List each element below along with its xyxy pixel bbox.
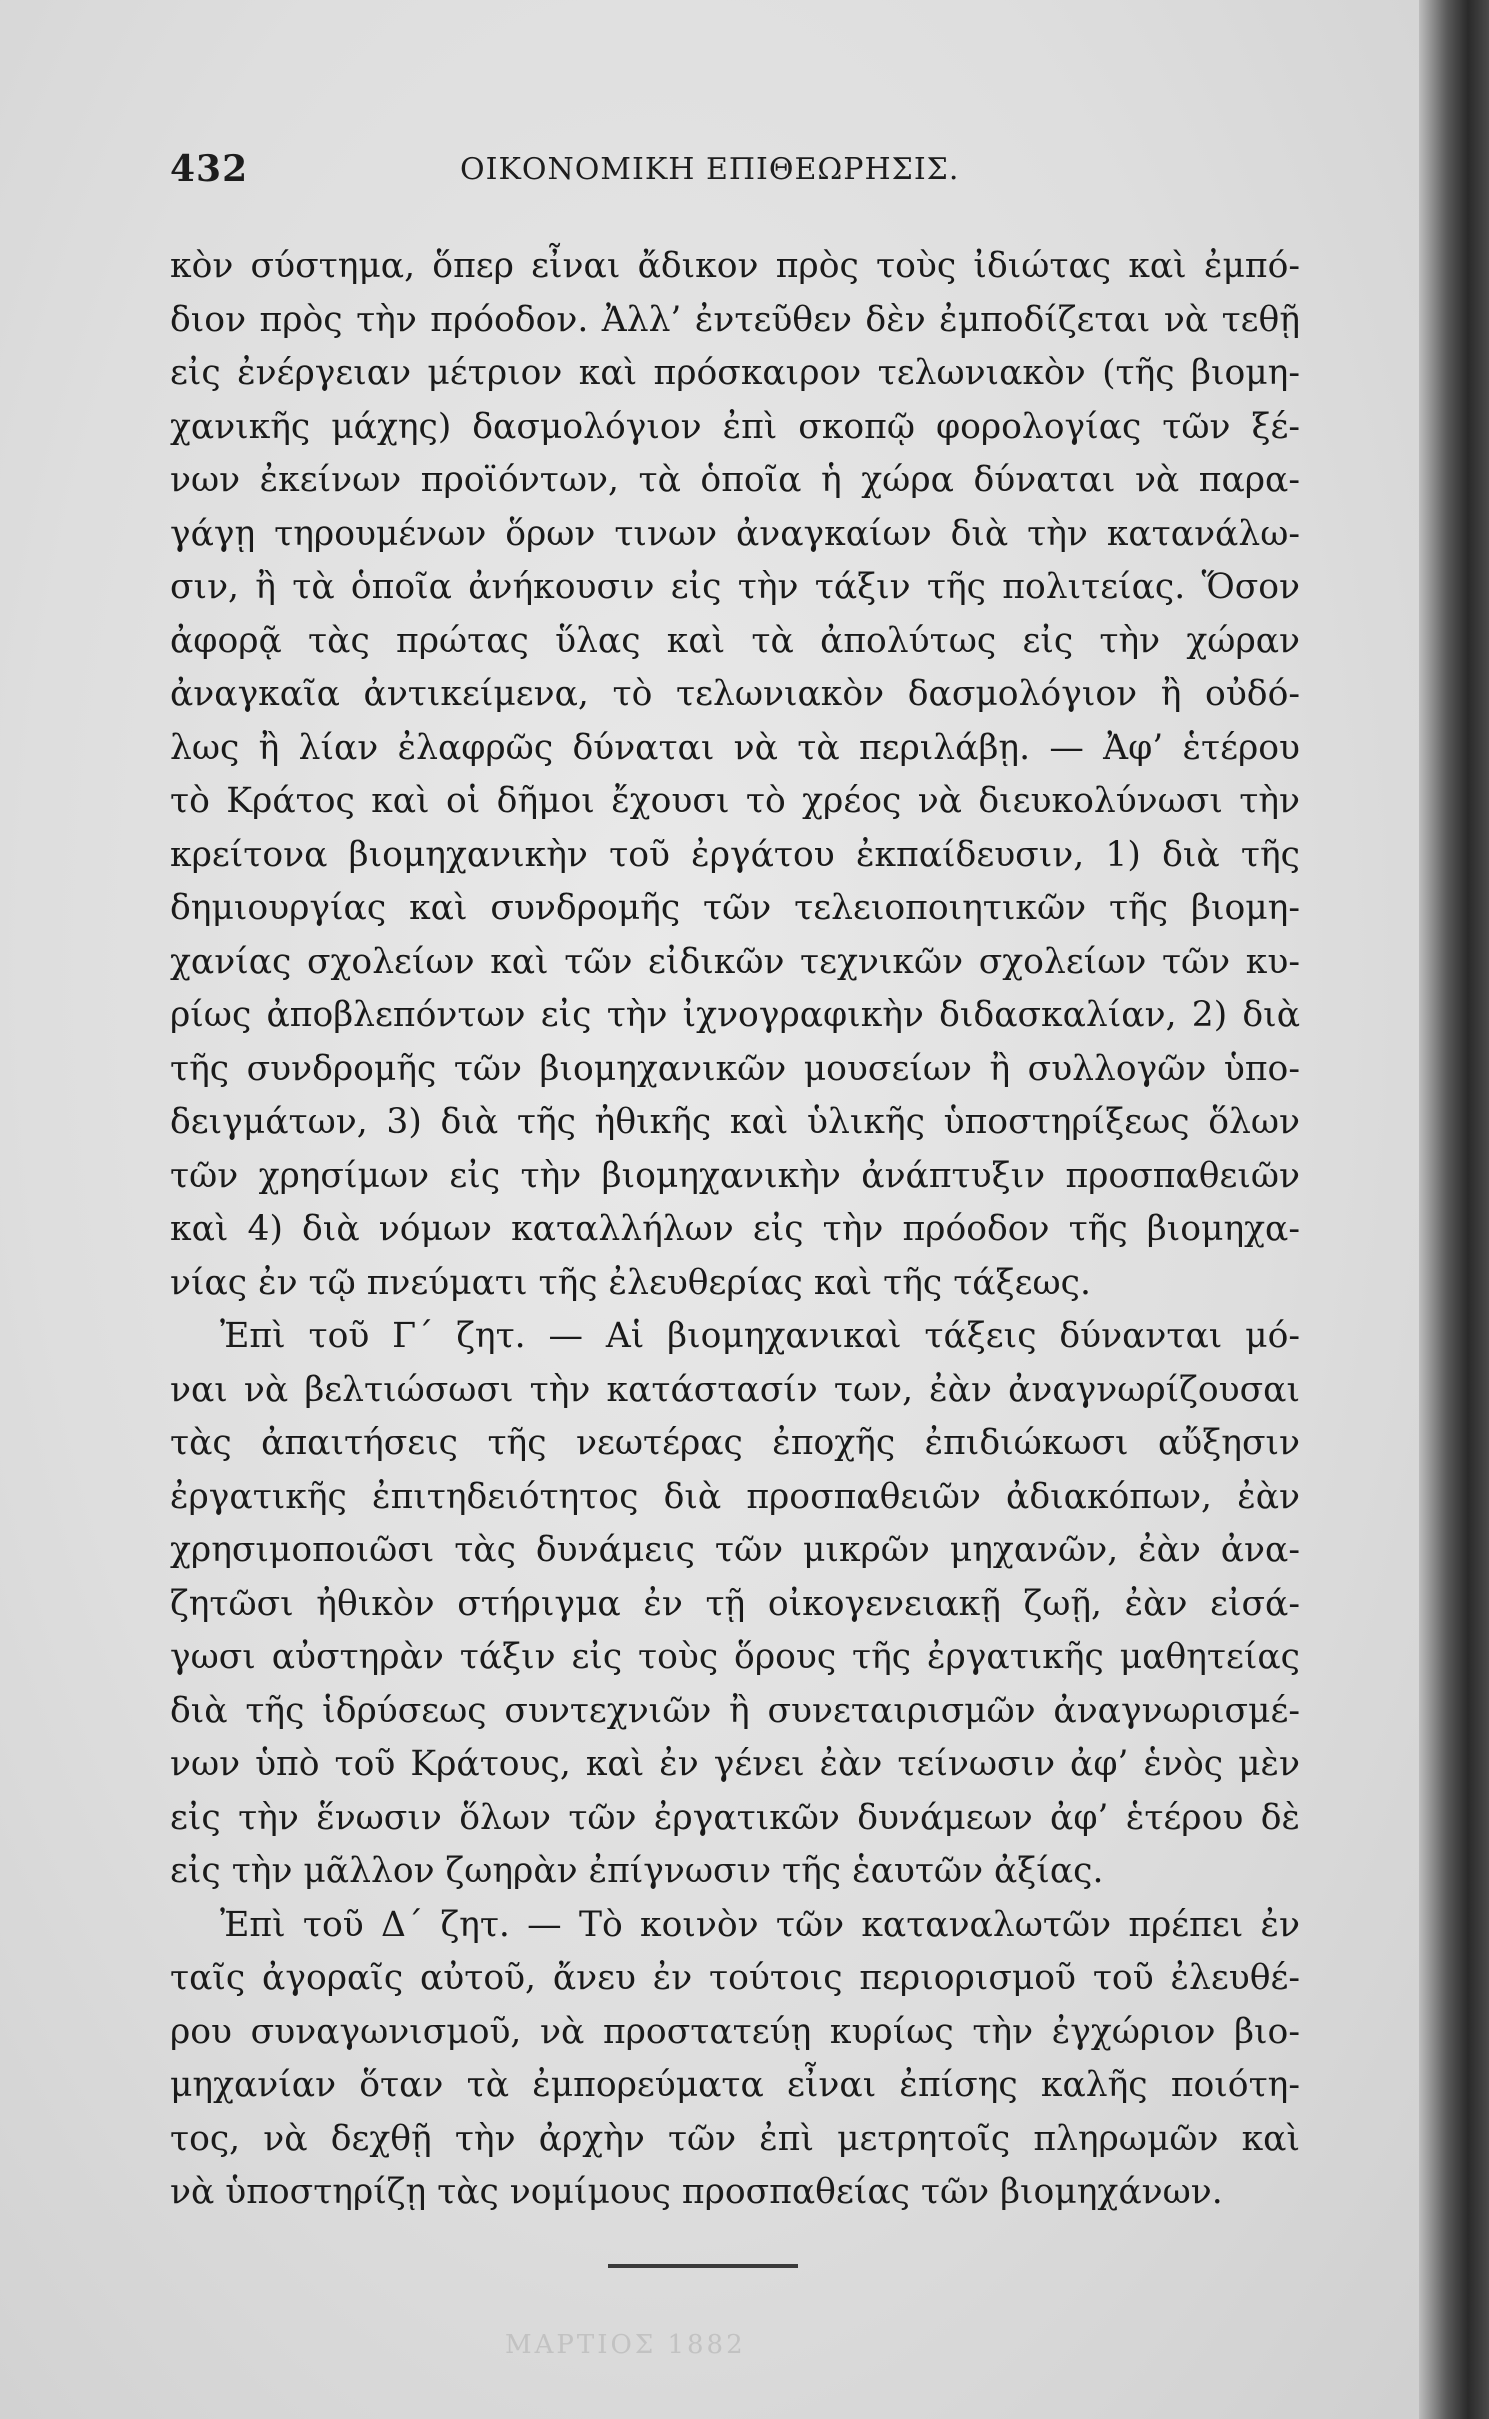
text-line: τῶν χρησίμων εἰς τὴν βιομηχανικὴν ἀνάπτυξιν προσπαθειῶν (170, 1155, 1300, 1196)
text-line: τος, νὰ δεχθῇ τὴν ἀρχὴν τῶν ἐπὶ μετρητοῖς πληρωμῶν καὶ (170, 2118, 1300, 2159)
text-line: τὰς ἀπαιτήσεις τῆς νεωτέρας ἐποχῆς ἐπιδιώκωσι αὔξησιν (170, 1423, 1300, 1463)
text-line: ζητῶσι ἠθικὸν στήριγμα ἐν τῇ οἰκογενειακῇ ζωῇ, ἐὰν εἰσά- (170, 1583, 1300, 1624)
text-line: χανίας σχολείων καὶ τῶν εἰδικῶν τεχνικῶν σχολείων τῶν κυ- (170, 941, 1300, 982)
text-line: ἀφορᾷ τὰς πρώτας ὕλας καὶ τὰ ἀπολύτως εἰς τὴν χώραν (170, 620, 1300, 661)
text-line: νὰ ὑποστηρίζῃ τὰς νομίμους προσπαθείας τῶν βιομηχάνων. (170, 2172, 1223, 2212)
bleed-through-text: ΜΑΡΤΙΟΣ 1882 (505, 2330, 746, 2360)
text-line: ρου συναγωνισμοῦ, νὰ προστατεύῃ κυρίως τὴν ἐγχώριον βιο- (170, 2011, 1300, 2052)
text-line: τῆς συνδρομῆς τῶν βιομηχανικῶν μουσείων ἢ συλλογῶν ὑπο- (170, 1048, 1300, 1089)
text-line: τὸ Κράτος καὶ οἱ δῆμοι ἔχουσι τὸ χρέος νὰ διευκολύνωσι τὴν (170, 781, 1300, 821)
text-line: γάγῃ τηρουμένων ὅρων τινων ἀναγκαίων διὰ τὴν κατανάλω- (170, 513, 1300, 554)
text-line: ταῖς ἀγοραῖς αὐτοῦ, ἄνευ ἐν τούτοις περιορισμοῦ τοῦ ἐλευθέ- (170, 1958, 1300, 1998)
running-title: ΟΙΚΟΝΟΜΙΚΗ ΕΠΙΘΕΩΡΗΣΙΣ. (460, 152, 960, 187)
closing-rule (608, 2264, 798, 2268)
text-line: εἰς τὴν ἕνωσιν ὅλων τῶν ἐργατικῶν δυνάμεων ἀφ’ ἑτέρου δὲ (170, 1797, 1300, 1838)
text-line: Ἐπὶ τοῦ Δ΄ ζητ. — Τὸ κοινὸν τῶν καταναλωτῶν πρέπει ἐν (220, 1904, 1300, 1945)
text-line: χανικῆς μάχης) δασμολόγιον ἐπὶ σκοπῷ φορολογίας τῶν ξέ- (170, 406, 1300, 447)
text-line: ἀναγκαῖα ἀντικείμενα, τὸ τελωνιακὸν δασμολόγιον ἢ οὐδό- (170, 674, 1300, 714)
text-line: ναι νὰ βελτιώσωσι τὴν κατάστασίν των, ἐὰν ἀναγνωρίζουσαι (170, 1369, 1300, 1410)
text-line: καὶ 4) διὰ νόμων καταλλήλων εἰς τὴν πρόοδον τῆς βιομηχα- (170, 1209, 1300, 1249)
page-number: 432 (170, 148, 249, 190)
text-line: νίας ἐν τῷ πνεύματι τῆς ἐλευθερίας καὶ τῆς τάξεως. (170, 1262, 1091, 1303)
page-header (170, 148, 1320, 198)
text-line: ρίως ἀποβλεπόντων εἰς τὴν ἰχνογραφικὴν διδασκαλίαν, 2) διὰ (170, 995, 1300, 1035)
text-line: δημιουργίας καὶ συνδρομῆς τῶν τελειοποιητικῶν τῆς βιομη- (170, 888, 1300, 928)
text-line: Ἐπὶ τοῦ Γ΄ ζητ. — Αἱ βιομηχανικαὶ τάξεις δύνανται μό- (220, 1316, 1300, 1356)
text-line: ἐργατικῆς ἐπιτηδειότητος διὰ προσπαθειῶν ἀδιακόπων, ἐὰν (170, 1476, 1300, 1517)
text-line: εἰς ἐνέργειαν μέτριον καὶ πρόσκαιρον τελωνιακὸν (τῆς βιομη- (170, 353, 1300, 393)
text-line: νων ἐκείνων προϊόντων, τὰ ὁποῖα ἡ χώρα δύναται νὰ παρα- (170, 460, 1300, 500)
body-text (170, 240, 1300, 2220)
text-line: εἰς τὴν μᾶλλον ζωηρὰν ἐπίγνωσιν τῆς ἑαυτῶν ἀξίας. (170, 1851, 1104, 1891)
text-line: διον πρὸς τὴν πρόοδον. Ἀλλ’ ἐντεῦθεν δὲν ἐμποδίζεται νὰ τεθῇ (170, 299, 1300, 340)
text-line: κὸν σύστημα, ὅπερ εἶναι ἄδικον πρὸς τοὺς ἰδιώτας καὶ ἐμπό- (170, 246, 1300, 286)
text-line: λως ἢ λίαν ἐλαφρῶς δύναται νὰ τὰ περιλάβῃ. — Ἀφ’ ἑτέρου (170, 727, 1300, 768)
book-gutter (1419, 0, 1489, 2419)
text-line: κρείτονα βιομηχανικὴν τοῦ ἐργάτου ἐκπαίδευσιν, 1) διὰ τῆς (170, 834, 1300, 875)
text-line: νων ὑπὸ τοῦ Κράτους, καὶ ἐν γένει ἐὰν τείνωσιν ἀφ’ ἑνὸς μὲν (170, 1744, 1300, 1784)
text-line: σιν, ἢ τὰ ὁποῖα ἀνήκουσιν εἰς τὴν τάξιν τῆς πολιτείας. Ὅσον (170, 567, 1300, 607)
text-line: διὰ τῆς ἱδρύσεως συντεχνιῶν ἢ συνεταιρισμῶν ἀναγνωρισμέ- (170, 1690, 1300, 1731)
text-line: μηχανίαν ὅταν τὰ ἐμπορεύματα εἶναι ἐπίσης καλῆς ποιότη- (170, 2065, 1300, 2105)
text-line: δειγμάτων, 3) διὰ τῆς ἠθικῆς καὶ ὑλικῆς ὑποστηρίξεως ὅλων (170, 1102, 1300, 1142)
text-line: γωσι αὐστηρὰν τάξιν εἰς τοὺς ὅρους τῆς ἐργατικῆς μαθητείας (170, 1637, 1300, 1677)
text-line: χρησιμοποιῶσι τὰς δυνάμεις τῶν μικρῶν μηχανῶν, ἐὰν ἀνα- (170, 1530, 1300, 1570)
